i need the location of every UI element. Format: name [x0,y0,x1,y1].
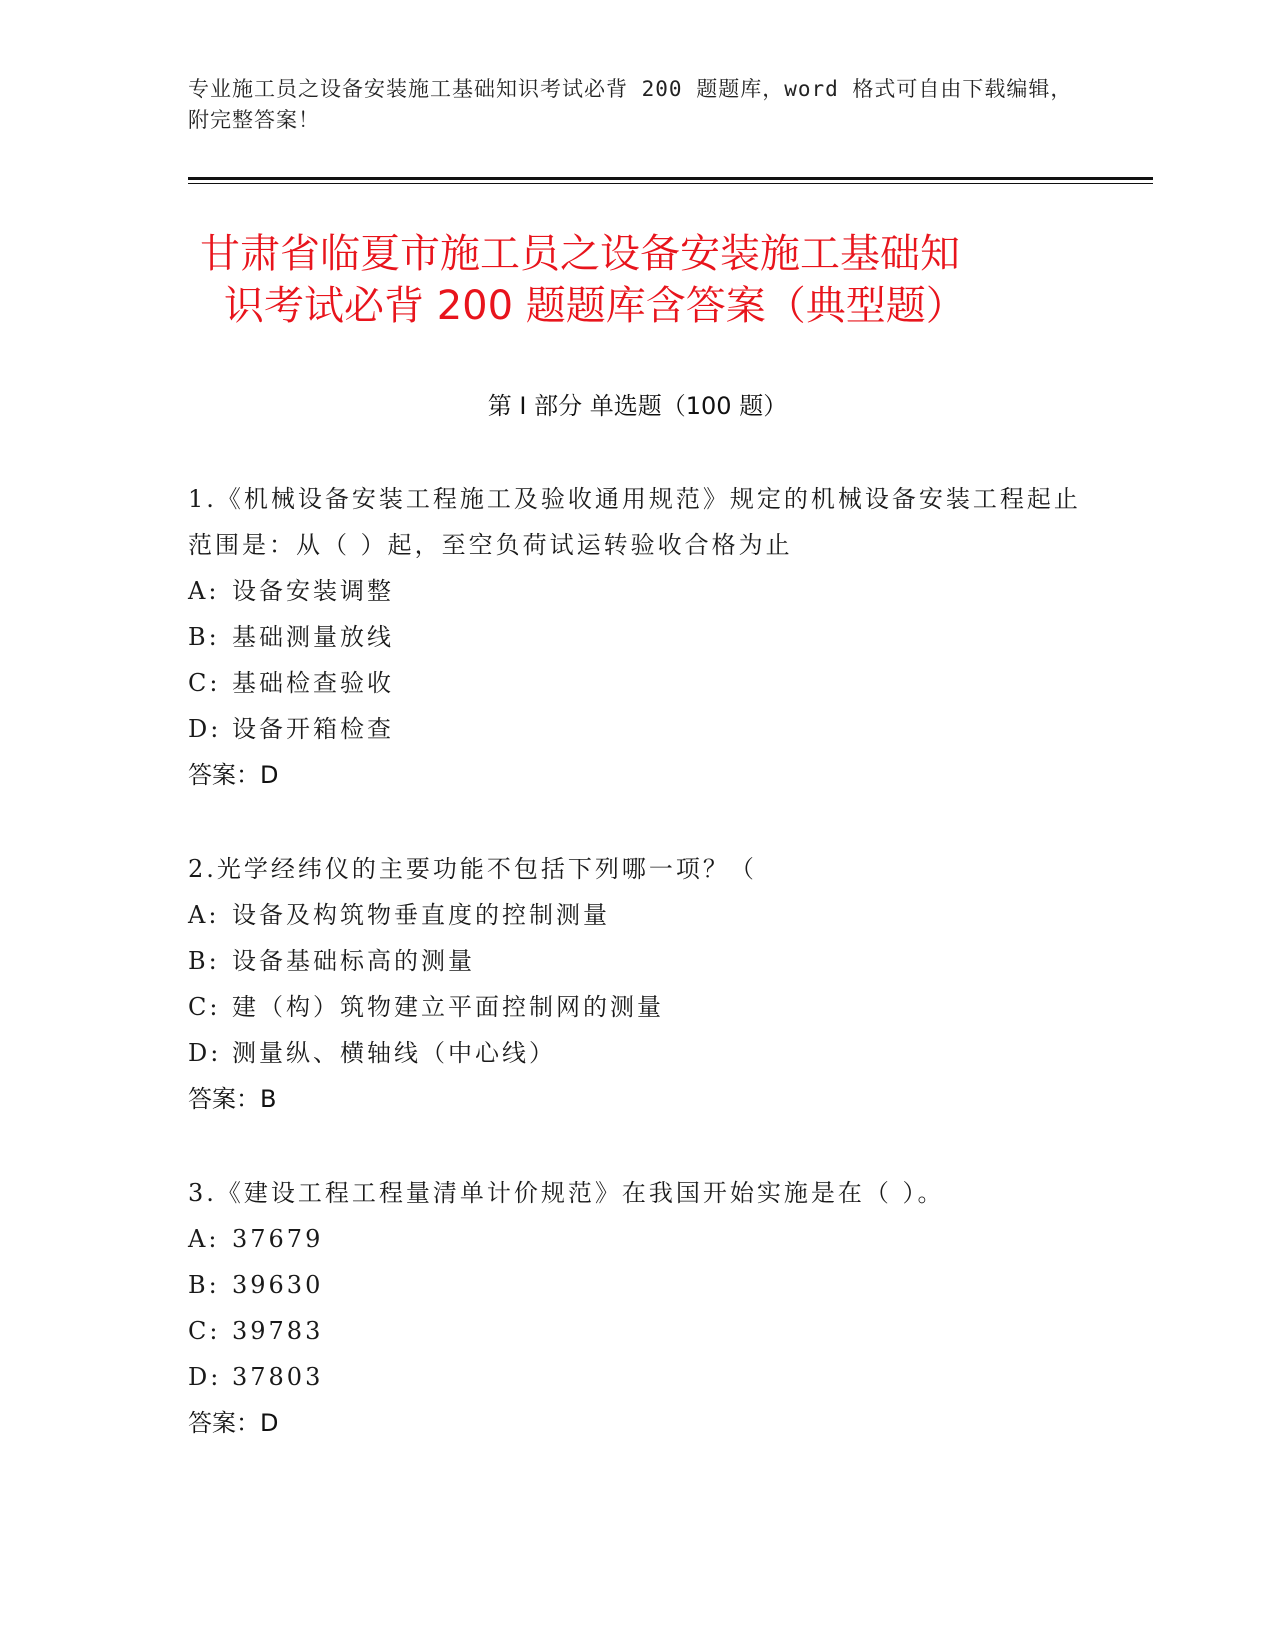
option-text: 设备基础标高的测量 [232,947,475,975]
option-c [188,1308,1098,1354]
option-text: 测量纵、横轴线（中心线） [232,1039,556,1067]
option-d [188,706,1098,752]
option-b [188,1262,1098,1308]
option-text: 设备开箱检查 [232,715,394,743]
option-text: 建（构）筑物建立平面控制网的测量 [232,993,664,1021]
header-rule-thin [188,183,1153,184]
option-d [188,1354,1098,1400]
question-1 [188,476,1098,798]
question-stem: 1.《机械设备安装工程施工及验收通用规范》规定的机械设备安装工程起止范围是：从（ ）起，至空负荷试运转验收合格为止 [188,485,1081,559]
option-letter: A: [188,577,220,605]
option-letter: C: [188,669,221,697]
option-letter: D: [188,1039,222,1067]
option-text: 基础检查验收 [232,669,394,697]
option-c [188,660,1098,706]
option-b [188,938,1098,984]
document-title [200,228,1100,332]
section-heading: 第 I 部分 单选题（100 题） [487,392,788,420]
option-letter: C: [188,1317,221,1345]
option-letter: B: [188,623,220,651]
option-text: 37679 [232,1225,324,1253]
option-text: 39630 [232,1271,324,1299]
answer-label: 答案：B [188,1085,277,1113]
option-letter: B: [188,1271,220,1299]
option-d [188,1030,1098,1076]
option-text: 基础测量放线 [232,623,394,651]
option-letter: D: [188,715,222,743]
option-c [188,984,1098,1030]
answer-label: 答案：D [188,761,279,789]
question-2 [188,846,1098,1122]
header-note: 专业施工员之设备安装施工基础知识考试必背 200 题题库，word 格式可自由下载编辑，附完整答案！ [188,77,1073,132]
option-text: 37803 [232,1363,324,1391]
option-letter: C: [188,993,221,1021]
option-letter: B: [188,947,220,975]
option-a [188,568,1098,614]
option-a [188,1216,1098,1262]
question-3 [188,1170,1098,1446]
option-text: 39783 [232,1317,324,1345]
question-stem: 3.《建设工程工程量清单计价规范》在我国开始实施是在（ ）。 [188,1179,945,1207]
option-letter: A: [188,901,220,929]
option-b [188,614,1098,660]
answer-label: 答案：D [188,1409,279,1437]
option-text: 设备安装调整 [232,577,394,605]
document-title-line2: 识考试必背 200 题题库含答案（典型题） [224,283,966,329]
question-list [188,476,1098,1494]
option-a [188,892,1098,938]
option-letter: A: [188,1225,220,1253]
header-rule-thick [188,177,1153,180]
option-text: 设备及构筑物垂直度的控制测量 [232,901,610,929]
question-stem: 2.光学经纬仪的主要功能不包括下列哪一项？（ [188,855,757,883]
document-title-line1: 甘肃省临夏市施工员之设备安装施工基础知 [200,231,960,277]
option-letter: D: [188,1363,222,1391]
